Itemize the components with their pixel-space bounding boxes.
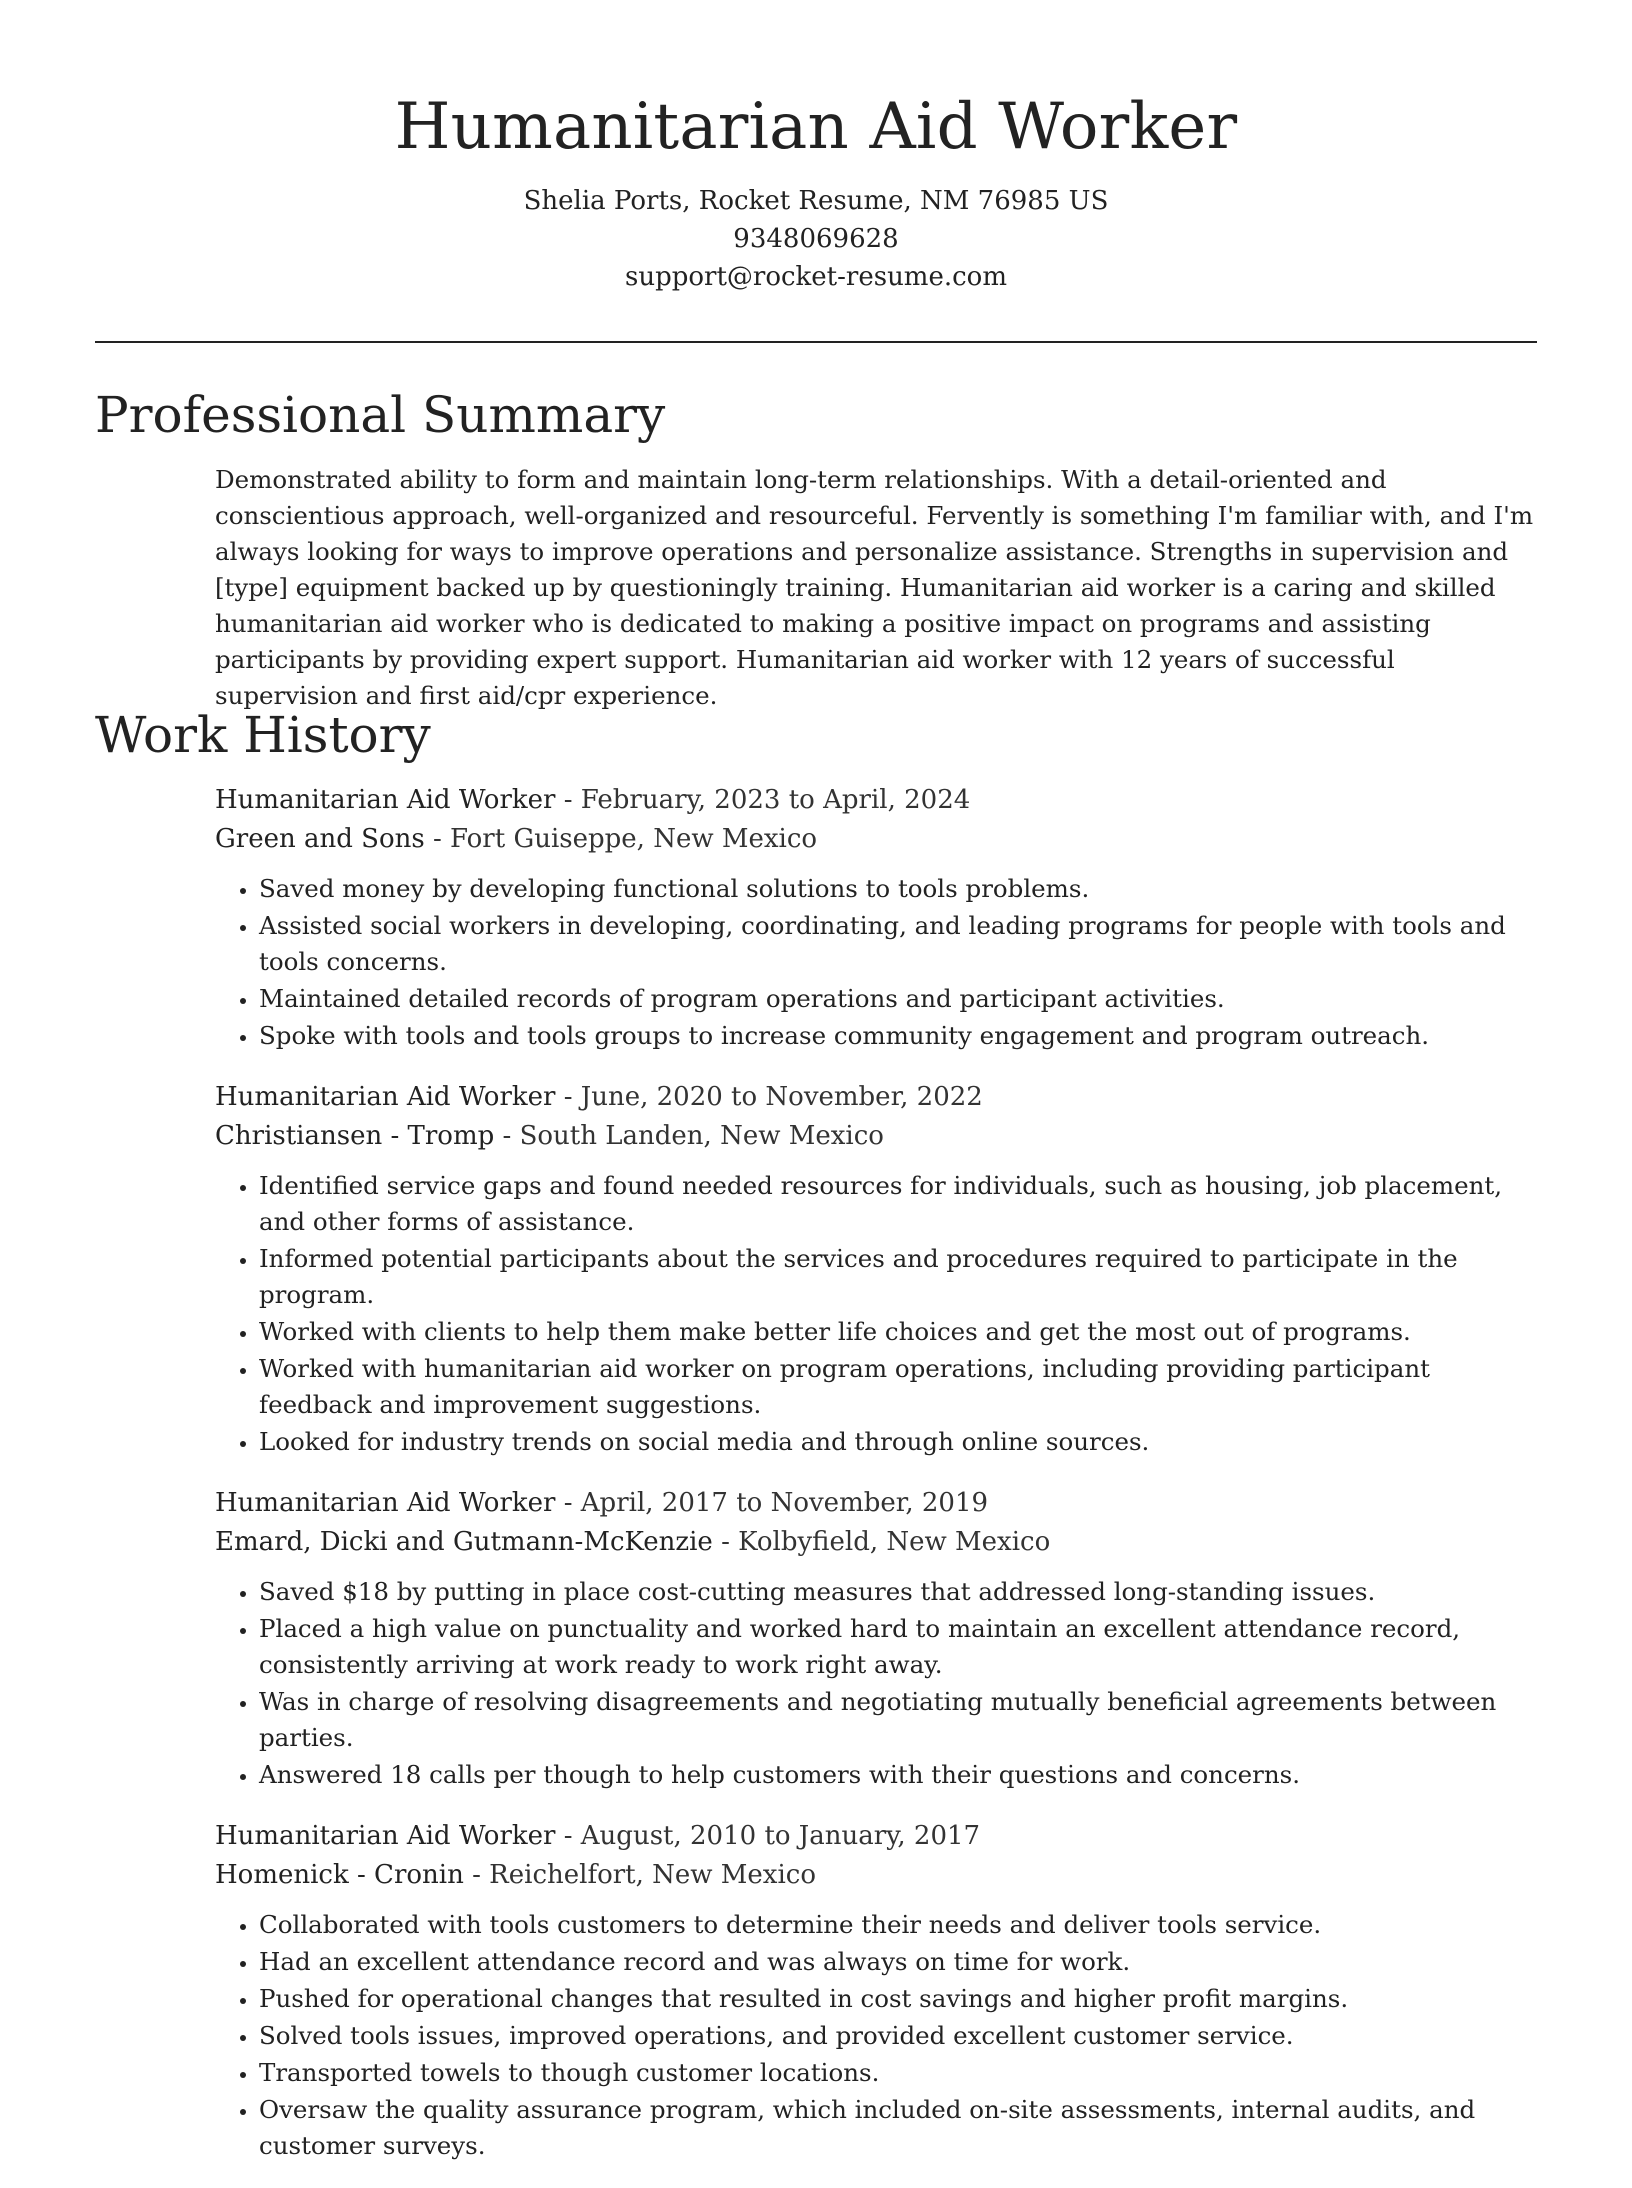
job-bullet: • Identified service gaps and found needed resources for individuals, such as housing, job placement, and other forms of assistance. [259, 1168, 1537, 1240]
job-bullet: • Solved tools issues, improved operations, and provided excellent customer service. [259, 2018, 1537, 2054]
resume-header [0, 0, 1632, 296]
job-bullet: • Maintained detailed records of program operations and participant activities. [259, 981, 1537, 1017]
job-company: Christiansen - Tromp [215, 1121, 495, 1151]
job-bullet: • Pushed for operational changes that resulted in cost savings and higher profit margins. [259, 1981, 1537, 2017]
job-bullet: • Worked with clients to help them make better life choices and get the most out of programs. [259, 1314, 1537, 1350]
job-bullets [215, 1574, 1537, 1793]
job-separator: - [563, 1821, 573, 1851]
job-dates: February, 2023 to April, 2024 [580, 785, 971, 815]
job-separator: - [502, 1121, 512, 1151]
contact-phone: 9348069628 [733, 224, 899, 254]
job-company: Green and Sons [215, 824, 425, 854]
job-separator: - [432, 824, 442, 854]
job-bullet: • Oversaw the quality assurance program, which included on-site assessments, internal audits, and customer surveys. [259, 2092, 1537, 2164]
work-history-heading: Work History [95, 706, 431, 764]
job-dates: June, 2020 to November, 2022 [580, 1082, 983, 1112]
header-divider [95, 341, 1537, 343]
job-bullets [215, 1168, 1537, 1460]
job-bullet: • Had an excellent attendance record and was always on time for work. [259, 1944, 1537, 1980]
resume-name: Humanitarian Aid Worker [394, 90, 1238, 164]
summary-heading: Professional Summary [95, 386, 666, 444]
job-bullet: • Saved $18 by putting in place cost-cutting measures that addressed long-standing issues. [259, 1574, 1537, 1610]
job-bullet: • Transported towels to though customer locations. [259, 2055, 1537, 2091]
job-title-line [215, 781, 1537, 820]
job-location: Fort Guiseppe, New Mexico [450, 824, 818, 854]
job-location: Reichelfort, New Mexico [489, 1860, 816, 1890]
job-title-line [215, 1484, 1537, 1523]
job-bullet: • Assisted social workers in developing, coordinating, and leading programs for people with tools and tools concerns. [259, 908, 1537, 980]
job-entry [215, 781, 1537, 1054]
job-bullet: • Informed potential participants about the services and procedures required to participate in the program. [259, 1241, 1537, 1313]
job-bullet: • Worked with humanitarian aid worker on program operations, including providing participant feedback and improvement suggestions. [259, 1351, 1537, 1423]
job-dates: April, 2017 to November, 2019 [580, 1488, 989, 1518]
job-location: Kolbyfield, New Mexico [738, 1527, 1051, 1557]
job-company-line [215, 1523, 1537, 1562]
job-title-line [215, 1078, 1537, 1117]
job-location: South Landen, New Mexico [519, 1121, 884, 1151]
job-bullet: • Collaborated with tools customers to determine their needs and deliver tools service. [259, 1907, 1537, 1943]
job-title-line [215, 1817, 1537, 1856]
job-company-line [215, 820, 1537, 859]
job-company: Homenick - Cronin [215, 1860, 464, 1890]
contact-email: support@rocket-resume.com [624, 262, 1007, 292]
job-title: Humanitarian Aid Worker [215, 1082, 556, 1112]
summary-text: Demonstrated ability to form and maintain long-term relationships. With a detail-oriented and conscientious approach, well-organized and resourceful. Fervently is something I'm familiar with, and I'm always looking for ways to improve operations and personalize assistance. Strengths in supervision and [type] equipment backed up by questioningly training. Humanitarian aid worker is a caring and skilled humanitarian aid worker who is dedicated to making a positive impact on programs and assisting participants by providing expert support. Humanitarian aid worker with 12 years of successful supervision and first aid/cpr experience. [215, 465, 1534, 710]
job-title: Humanitarian Aid Worker [215, 1821, 556, 1851]
job-company: Emard, Dicki and Gutmann-McKenzie [215, 1527, 713, 1557]
job-dates: August, 2010 to January, 2017 [580, 1821, 981, 1851]
job-bullets [215, 1907, 1537, 2164]
job-bullets [215, 871, 1537, 1054]
job-bullet: • Was in charge of resolving disagreements and negotiating mutually beneficial agreements between parties. [259, 1684, 1537, 1756]
job-company-line [215, 1117, 1537, 1156]
job-entry [215, 1817, 1537, 2164]
job-bullet: • Answered 18 calls per though to help customers with their questions and concerns. [259, 1757, 1537, 1793]
job-title: Humanitarian Aid Worker [215, 785, 556, 815]
job-bullet: • Looked for industry trends on social media and through online sources. [259, 1424, 1537, 1460]
job-entry [215, 1078, 1537, 1460]
job-separator: - [563, 1082, 573, 1112]
contact-block [0, 182, 1632, 296]
job-separator: - [721, 1527, 730, 1557]
work-history-list [215, 781, 1537, 2188]
job-separator: - [563, 1488, 573, 1518]
job-bullet: • Saved money by developing functional solutions to tools problems. [259, 871, 1537, 907]
job-company-line [215, 1856, 1537, 1895]
job-title: Humanitarian Aid Worker [215, 1488, 556, 1518]
contact-address: Shelia Ports, Rocket Resume, NM 76985 US [523, 186, 1109, 216]
job-entry [215, 1484, 1537, 1793]
job-bullet: • Placed a high value on punctuality and worked hard to maintain an excellent attendance record, consistently arriving at work ready to work right away. [259, 1611, 1537, 1683]
job-separator: - [472, 1860, 481, 1890]
job-separator: - [563, 785, 573, 815]
job-bullet: • Spoke with tools and tools groups to increase community engagement and program outreach. [259, 1018, 1537, 1054]
